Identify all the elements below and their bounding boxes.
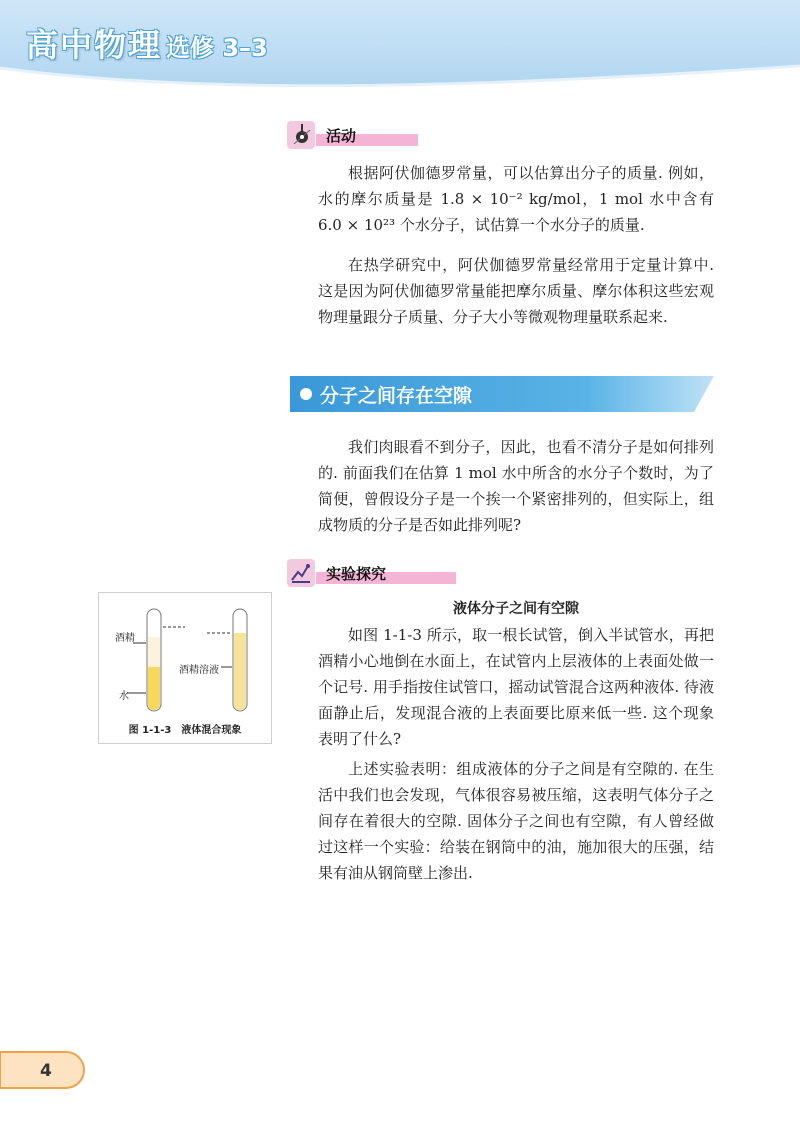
experiment-tag — [286, 558, 386, 588]
experiment-label: 实验探究 — [326, 564, 387, 583]
page-number: 4 — [40, 1061, 52, 1081]
page-number-badge — [0, 1050, 86, 1090]
book-title: 高中物理 — [26, 26, 163, 64]
activity-label: 活动 — [326, 126, 357, 145]
experiment-paragraph-1: 如图 1-1-3 所示，取一根长试管，倒入半试管水，再把酒精小心地倒在水面上，在试管内上层液体的上表面处做一个记号. 用手指按住试管口，摇动试管混合这两种液体. 待液面静止后，发现混合液的上表面要比原来低一些. 这个现象表明了什么? — [318, 626, 714, 748]
activity-paragraph-2: 在热学研究中，阿伏伽德罗常量经常用于定量计算中. 这是因为阿伏伽德罗常量能把摩尔质量、摩尔体积这些宏观物理量跟分子质量、分子大小等微观物理量联系起来. — [318, 256, 714, 326]
figure-label-alcohol: 酒精 — [115, 633, 135, 644]
experiment-paragraph-2: 上述实验表明：组成液体的分子之间是有空隙的. 在生活中我们也会发现，气体很容易被压缩，这表明气体分子之间存在着很大的空隙. 固体分子之间也有空隙，有人曾经做过这样一个实验：给装在钢筒中的油，施加很大的压强，结果有油从钢筒壁上渗出. — [318, 760, 714, 882]
page-header — [0, 0, 800, 92]
section-paragraph-1: 我们肉眼看不到分子，因此，也看不清分子是如何排列的. 前面我们在估算 1 mol 水中所含的水分子个数时，为了简便，曾假设分子是一个挨一个紧密排列的，但实际上，组成物质的分子是否如此排列呢? — [318, 438, 714, 534]
activity-tag — [286, 120, 356, 150]
figure-label-water: 水 — [119, 691, 129, 702]
section-banner — [290, 376, 714, 412]
figure-liquid-mixing — [98, 592, 272, 744]
header-wave — [0, 62, 800, 102]
microscope-icon — [286, 558, 316, 588]
section-title: 分子之间存在空隙 — [320, 385, 473, 407]
compass-icon — [286, 120, 316, 150]
figure-label-mixture: 酒精溶液 — [179, 665, 219, 676]
figure-caption: 图 1-1-3 液体混合现象 — [128, 725, 242, 736]
book-subtitle: 选修 3–3 — [166, 34, 268, 62]
experiment-title: 液体分子之间有空隙 — [453, 601, 579, 617]
activity-paragraph-1: 根据阿伏伽德罗常量，可以估算出分子的质量. 例如，水的摩尔质量是 1.8 × 10⁻² kg/mol，1 mol 水中含有 6.0 × 10²³ 个水分子，试估算一个水分子的质量. — [318, 164, 714, 234]
